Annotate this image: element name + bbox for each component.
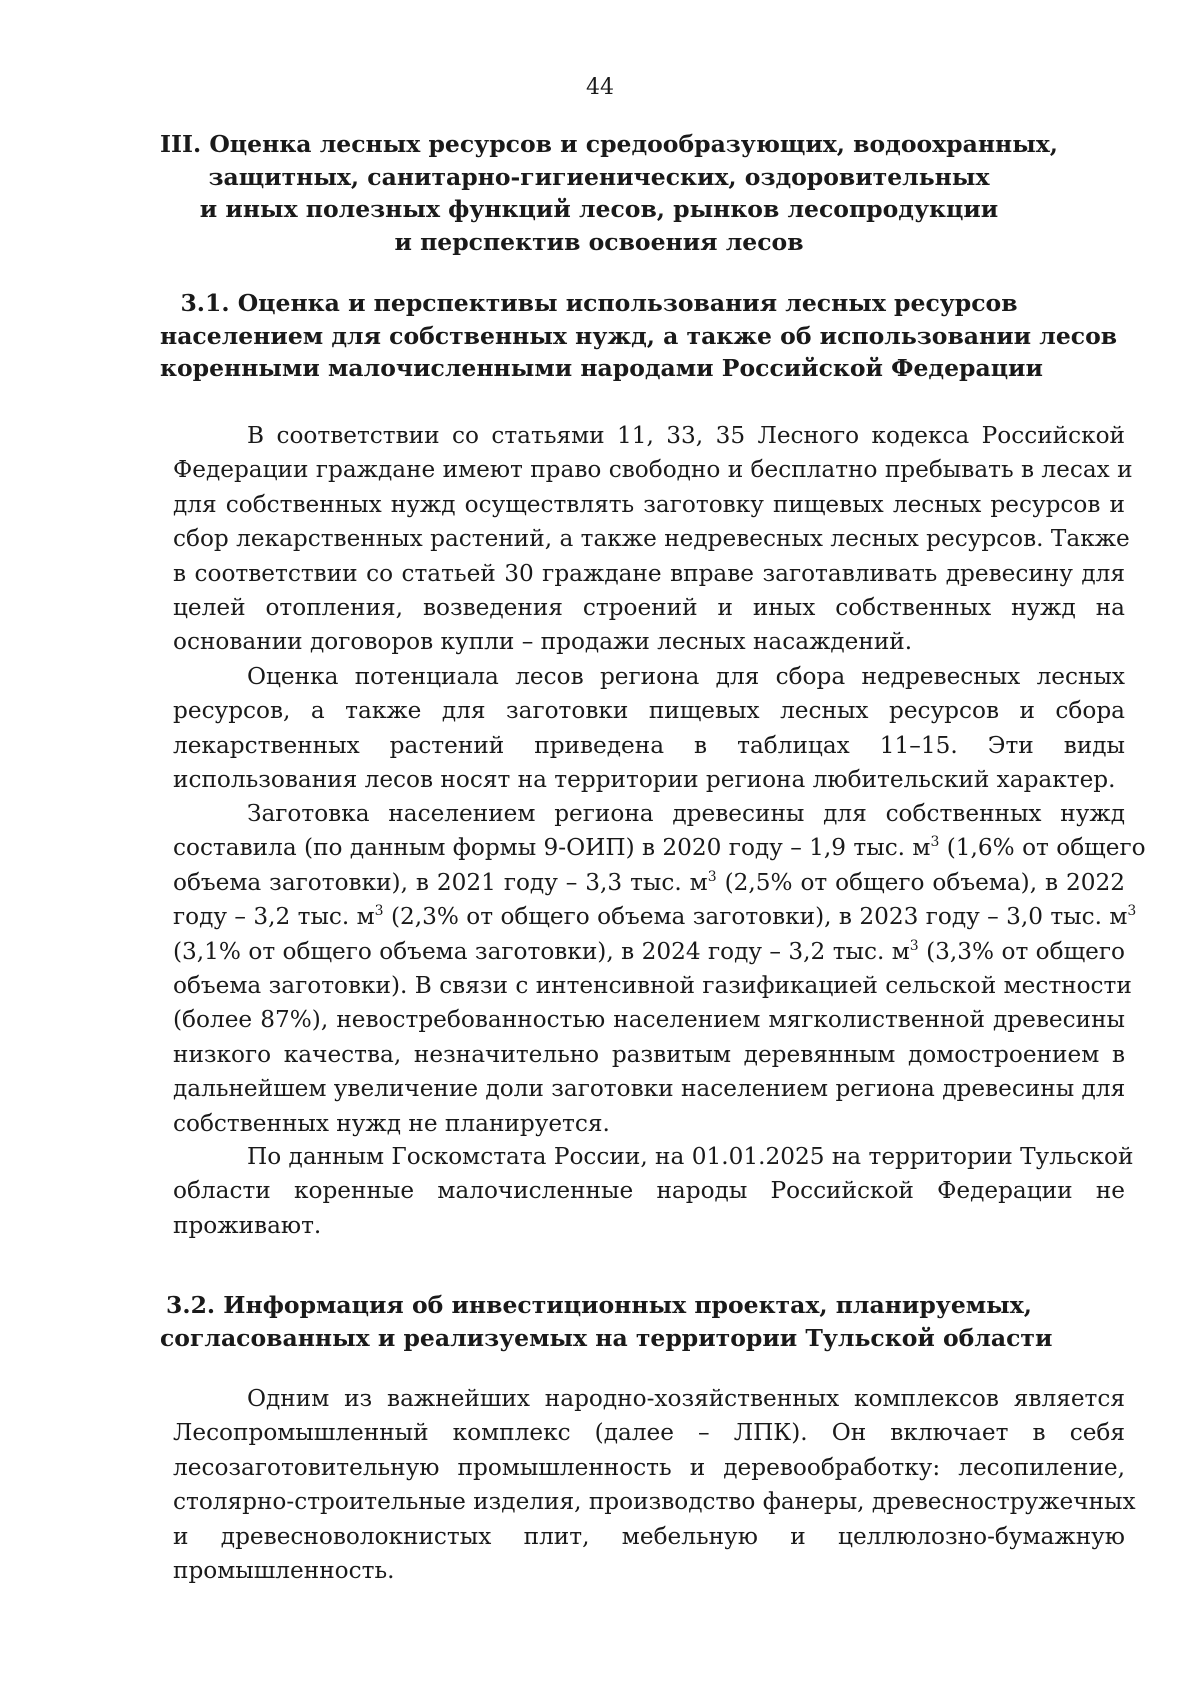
text-fragment: (3,1% от общего объема заготовки), в 2024 году – 3,2 тыс. м bbox=[173, 937, 910, 965]
superscript: 3 bbox=[909, 937, 919, 954]
paragraph-line: ресурсов, а также для заготовки пищевых лесных ресурсов и сбора bbox=[173, 697, 1125, 725]
paragraph-line: целей отопления, возведения строений и иных собственных нужд на bbox=[173, 593, 1125, 621]
section-heading bbox=[160, 128, 1058, 258]
paragraph-indigenous-peoples bbox=[173, 1140, 1134, 1243]
paragraph-line: в соответствии со статьей 30 граждане вправе заготавливать древесину для bbox=[173, 559, 1125, 587]
paragraph-forest-potential bbox=[173, 660, 1125, 798]
paragraph-line bbox=[173, 935, 1125, 969]
text-fragment: (2,3% от общего объема заготовки), в 2023 году – 3,0 тыс. м bbox=[383, 903, 1128, 931]
paragraph-line: промышленность. bbox=[173, 1556, 395, 1584]
text-fragment: объема заготовки), в 2021 году – 3,3 тыс. м bbox=[173, 868, 708, 896]
text-fragment: году – 3,2 тыс. м bbox=[173, 903, 375, 931]
paragraph-line: проживают. bbox=[173, 1211, 322, 1239]
paragraph-line bbox=[173, 866, 1125, 900]
superscript: 3 bbox=[374, 903, 384, 920]
paragraph-line: (более 87%), невостребованностью населением мягколиственной древесины bbox=[173, 1006, 1125, 1034]
paragraph-line: Заготовка населением региона древесины для собственных нужд bbox=[247, 800, 1125, 827]
subsection-heading-3-2 bbox=[160, 1289, 1053, 1354]
paragraph-line: низкого качества, незначительно развитым деревянным домостроением в bbox=[173, 1040, 1125, 1068]
section-heading-line: и перспектив освоения лесов bbox=[394, 227, 804, 256]
text-fragment: составила (по данным формы 9-ОИП) в 2020 году – 1,9 тыс. м bbox=[173, 834, 931, 862]
paragraph-wood-harvesting bbox=[173, 797, 1146, 1141]
paragraph-line: для собственных нужд осуществлять заготовку пищевых лесных ресурсов и bbox=[173, 490, 1125, 518]
paragraph-line: основании договоров купли – продажи лесных насаждений. bbox=[173, 628, 913, 656]
paragraph-line: лесозаготовительную промышленность и деревообработку: лесопиление, bbox=[173, 1453, 1125, 1481]
subsection-heading-line: 3.1. Оценка и перспективы использования лесных ресурсов bbox=[180, 289, 1018, 317]
paragraph-line: сбор лекарственных растений, а также недревесных лесных ресурсов. Также bbox=[173, 525, 1130, 553]
paragraph-line: объема заготовки). В связи с интенсивной газификацией сельской местности bbox=[173, 971, 1132, 999]
superscript: 3 bbox=[707, 868, 717, 885]
paragraph-line: Лесопромышленный комплекс (далее – ЛПК). Он включает в себя bbox=[173, 1419, 1125, 1447]
paragraph-line: и древесноволокнистых плит, мебельную и целлюлозно-бумажную bbox=[173, 1522, 1125, 1550]
paragraph-line: собственных нужд не планируется. bbox=[173, 1109, 610, 1137]
paragraph-line bbox=[173, 831, 1146, 865]
paragraph-line: дальнейшем увеличение доли заготовки населением региона древесины для bbox=[173, 1075, 1126, 1103]
subsection-heading-line: согласованных и реализуемых на территории Тульской области bbox=[160, 1323, 1053, 1352]
subsection-heading-3-1 bbox=[160, 287, 1118, 385]
paragraph-line: Федерации граждане имеют право свободно и бесплатно пребывать в лесах и bbox=[173, 456, 1133, 484]
paragraph-timber-industry bbox=[173, 1382, 1136, 1588]
text-fragment: (3,3% от общего bbox=[918, 937, 1125, 965]
paragraph-line: лекарственных растений приведена в таблицах 11–15. Эти виды bbox=[173, 731, 1125, 759]
paragraph-line: области коренные малочисленные народы Российской Федерации не bbox=[173, 1177, 1125, 1205]
subsection-heading-line: населением для собственных нужд, а также об использовании лесов bbox=[160, 321, 1118, 350]
paragraph-line bbox=[173, 900, 1137, 934]
page-number: 44 bbox=[586, 75, 614, 100]
section-heading-line: защитных, санитарно-гигиенических, оздоровительных bbox=[208, 162, 990, 191]
subsection-heading-line: 3.2. Информация об инвестиционных проектах, планируемых, bbox=[166, 1291, 1032, 1319]
section-heading-line: III. Оценка лесных ресурсов и средообразующих, водоохранных, bbox=[160, 130, 1058, 158]
subsection-heading-line: коренными малочисленными народами Российской Федерации bbox=[160, 354, 1043, 382]
text-fragment: (1,6% от общего bbox=[939, 834, 1146, 862]
paragraph-line: использования лесов носят на территории региона любительский характер. bbox=[173, 766, 1116, 794]
paragraph-line: Одним из важнейших народно-хозяйственных комплексов является bbox=[247, 1385, 1125, 1412]
paragraph-line: Оценка потенциала лесов региона для сбора недревесных лесных bbox=[247, 663, 1125, 690]
paragraph-line: В соответствии со статьями 11, 33, 35 Лесного кодекса Российской bbox=[247, 422, 1125, 449]
paragraph-line: столярно-строительные изделия, производство фанеры, древесностружечных bbox=[173, 1488, 1136, 1516]
text-fragment: (2,5% от общего объема), в 2022 bbox=[716, 868, 1126, 896]
section-heading-line: и иных полезных функций лесов, рынков лесопродукции bbox=[199, 195, 999, 223]
paragraph-line: По данным Госкомстата России, на 01.01.2025 на территории Тульской bbox=[247, 1143, 1134, 1170]
paragraph-rights-of-citizens bbox=[173, 419, 1133, 660]
superscript: 3 bbox=[1127, 903, 1137, 920]
superscript: 3 bbox=[930, 834, 940, 851]
